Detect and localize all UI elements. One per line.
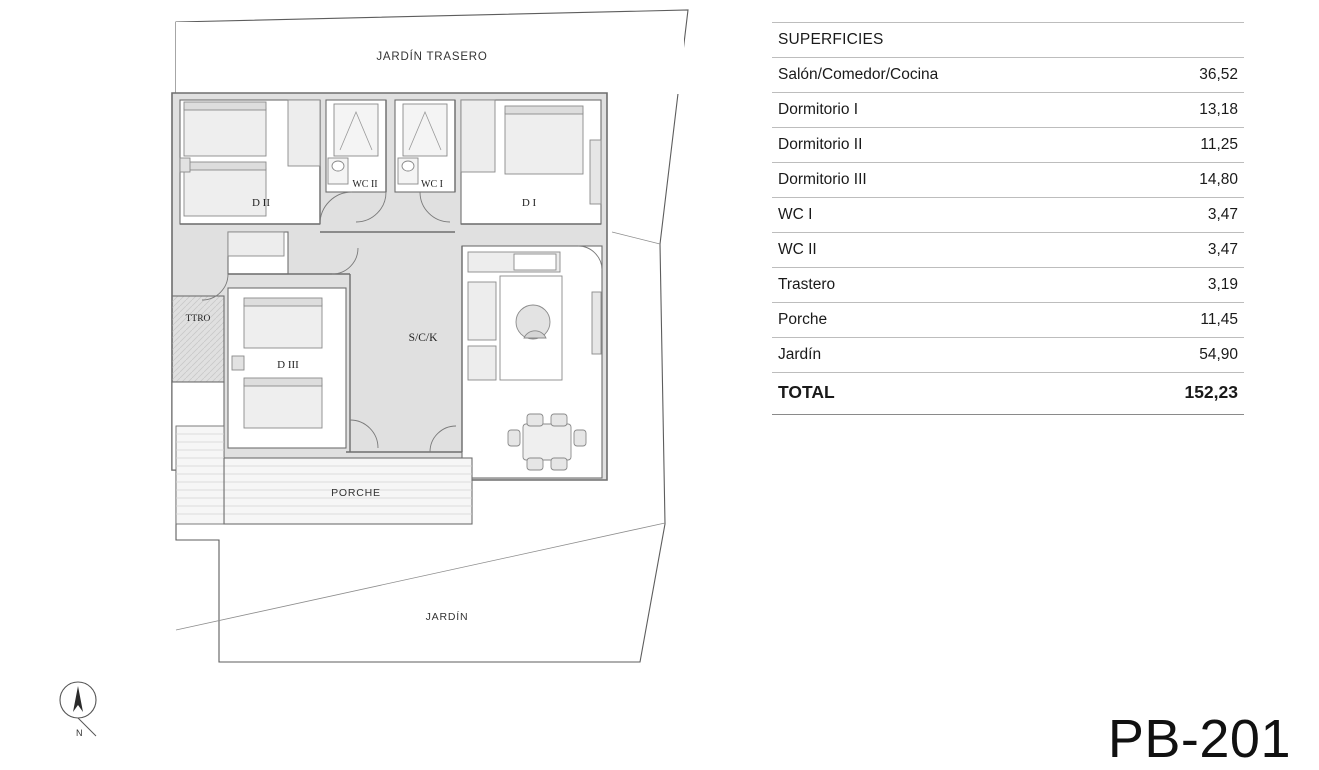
total-value: 152,23	[1184, 382, 1238, 403]
label-jardin-trasero: JARDÍN TRASERO	[376, 51, 488, 63]
label-salon: S/C/K	[408, 332, 438, 344]
row-label: Dormitorio III	[778, 171, 867, 189]
row-value: 36,52	[1199, 66, 1238, 84]
row-value: 14,80	[1199, 171, 1238, 189]
row-value: 54,90	[1199, 346, 1238, 364]
surfaces-title: SUPERFICIES	[778, 31, 884, 48]
row-label: Salón/Comedor/Cocina	[778, 66, 939, 84]
label-dormitorio-2: D II	[251, 197, 271, 209]
label-trastero: TTRO	[185, 314, 211, 324]
label-wc-1: WC I	[421, 179, 443, 190]
table-row	[772, 58, 1244, 93]
table-row	[772, 198, 1244, 233]
row-value: 11,25	[1200, 136, 1238, 154]
row-label: Porche	[778, 311, 828, 329]
label-wc-2: WC II	[352, 179, 378, 190]
row-value: 3,47	[1207, 241, 1238, 259]
row-value: 11,45	[1200, 311, 1238, 329]
table-row	[772, 338, 1244, 373]
row-label: Dormitorio II	[778, 136, 863, 154]
label-dormitorio-1: D I	[521, 197, 537, 209]
table-row	[772, 268, 1244, 303]
row-label: Trastero	[778, 276, 836, 294]
row-label: WC II	[778, 241, 817, 259]
row-value: 3,19	[1207, 276, 1238, 294]
table-row	[772, 93, 1244, 128]
row-label: WC I	[778, 206, 813, 224]
row-value: 3,47	[1207, 206, 1238, 224]
label-dormitorio-3: D III	[277, 359, 299, 371]
table-row	[772, 128, 1244, 163]
compass	[56, 678, 112, 744]
label-jardin: JARDÍN	[425, 611, 469, 623]
surfaces-table-header	[772, 22, 1244, 58]
compass-icon	[56, 678, 112, 744]
table-row	[772, 163, 1244, 198]
total-label: TOTAL	[778, 382, 835, 403]
compass-north-label: N	[76, 728, 83, 738]
plan-code: PB-201	[1107, 709, 1291, 769]
label-porche: PORCHE	[331, 487, 381, 499]
row-value: 13,18	[1199, 101, 1238, 119]
row-label: Jardín	[778, 346, 822, 364]
table-row	[772, 303, 1244, 338]
surfaces-table	[772, 22, 1244, 415]
table-row-total	[772, 373, 1244, 414]
table-row	[772, 233, 1244, 268]
row-label: Dormitorio I	[778, 101, 859, 119]
